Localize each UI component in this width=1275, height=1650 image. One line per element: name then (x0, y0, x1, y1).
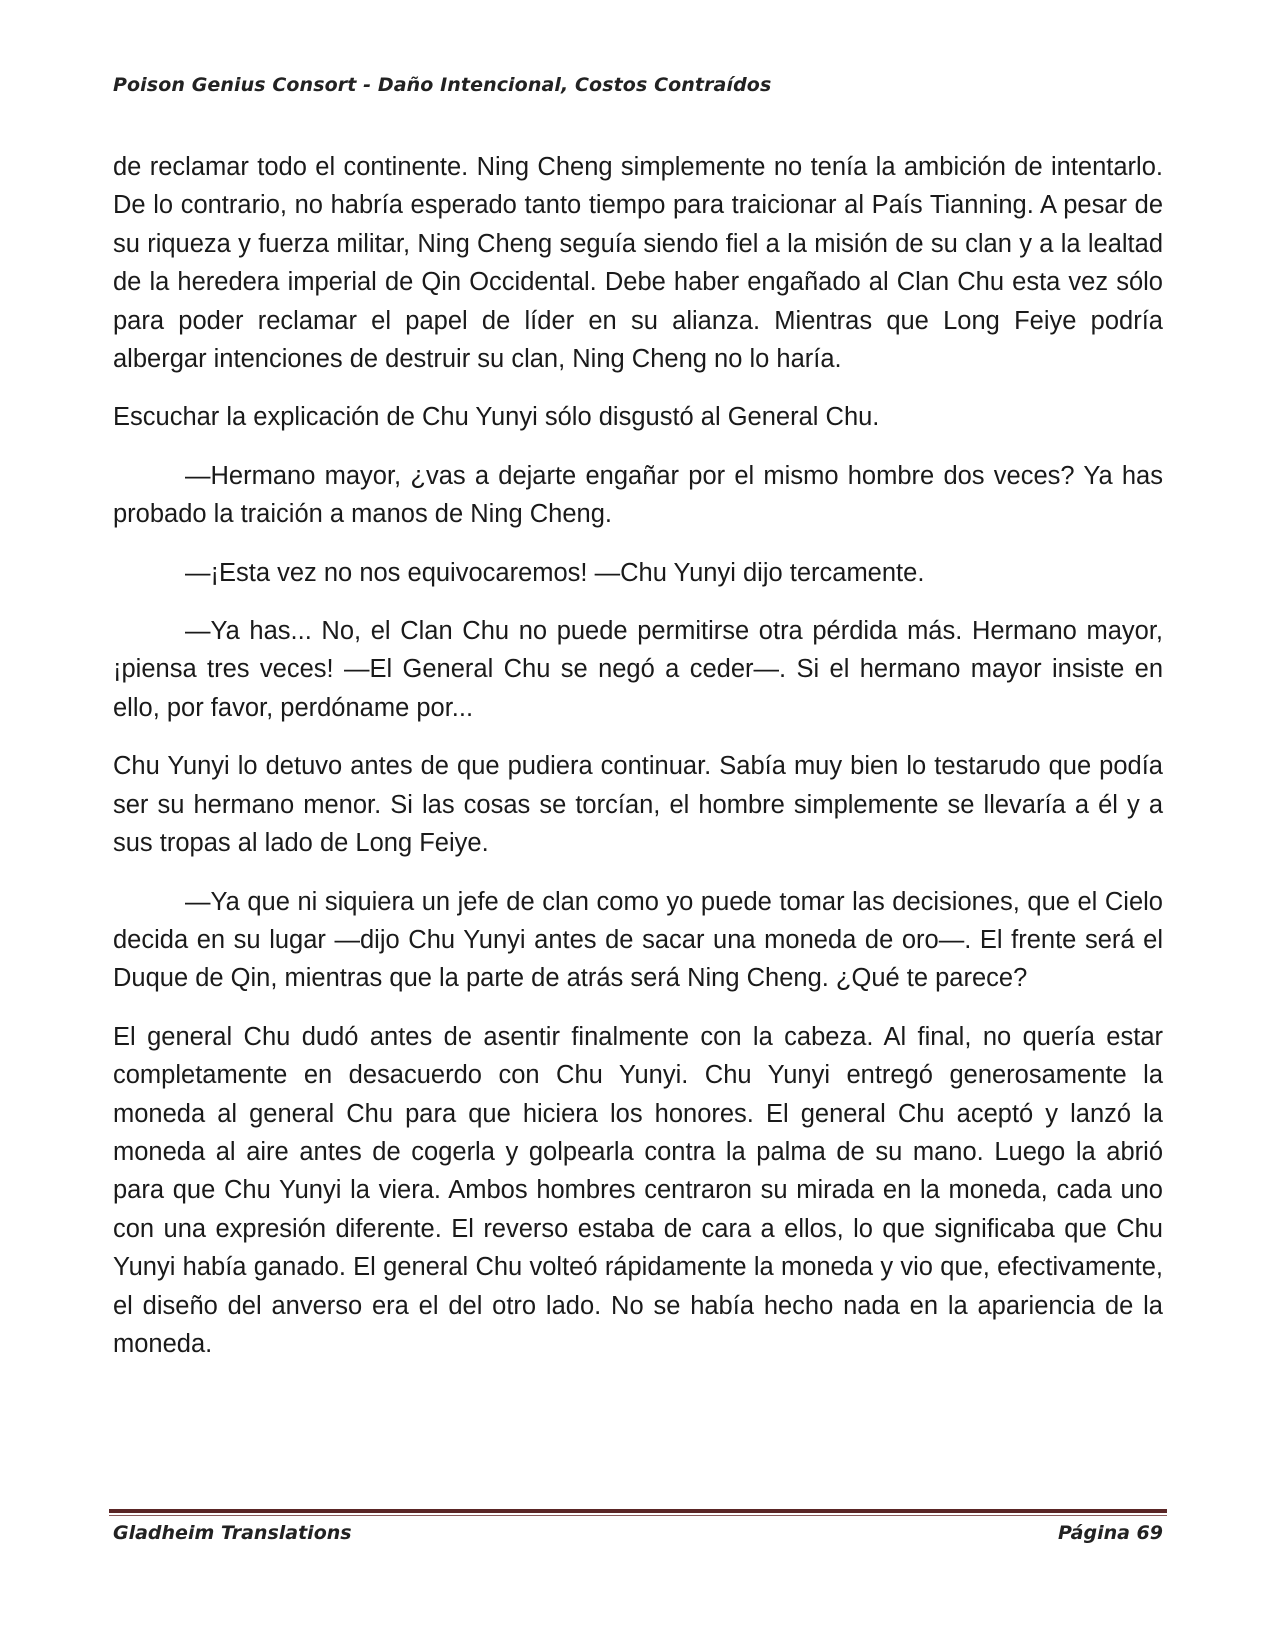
dialogue-paragraph: —Ya has... No, el Clan Chu no puede permitirse otra pérdida más. Hermano mayor, ¡piensa tres veces! —El General Chu se negó a ceder—. Si el hermano mayor insiste en ello, por favor, perdóname por... (113, 617, 1163, 722)
paragraph: Chu Yunyi lo detuvo antes de que pudiera continuar. Sabía muy bien lo testarudo que podía ser su hermano menor. Si las cosas se torcían, el hombre simplemente se llevaría a él y a sus tropas al lado de Long Feiye. (113, 752, 1163, 858)
footer-divider-thin (109, 1515, 1167, 1516)
running-header: Poison Genius Consort - Daño Intencional, Costos Contraídos (113, 74, 772, 96)
paragraph: de reclamar todo el continente. Ning Cheng simplemente no tenía la ambición de intentarlo. De lo contrario, no habría esperado tanto tiempo para traicionar al País Tianning. A pesar de su riqueza y fuerza militar, Ning Cheng seguía siendo fiel a la misión de su clan y a la lealtad de la heredera imperial de Qin Occidental. Debe haber engañado al Clan Chu esta vez sólo para poder reclamar el papel de líder en su alianza. Mientras que Long Feiye podría albergar intenciones de destruir su clan, Ning Cheng no lo haría. (113, 153, 1163, 374)
dialogue-paragraph: —¡Esta vez no nos equivocaremos! —Chu Yunyi dijo tercamente. (185, 558, 925, 587)
paragraph: El general Chu dudó antes de asentir finalmente con la cabeza. Al final, no quería estar completamente en desacuerdo con Chu Yunyi. Chu Yunyi entregó generosamente la moneda al general Chu para que hiciera los honores. El general Chu aceptó y lanzó la moneda al aire antes de cogerla y golpearla contra la palma de su mano. Luego la abrió para que Chu Yunyi la viera. Ambos hombres centraron su mirada en la moneda, cada uno con una expresión diferente. El reverso estaba de cara a ellos, lo que significaba que Chu Yunyi había ganado. El general Chu volteó rápidamente la moneda y vio que, efectivamente, el diseño del anverso era el del otro lado. No se había hecho nada en la apariencia de la moneda. (113, 1022, 1163, 1358)
footer-translator: Gladheim Translations (113, 1522, 352, 1544)
dialogue-paragraph: —Ya que ni siquiera un jefe de clan como yo puede tomar las decisiones, que el Cielo decida en su lugar —dijo Chu Yunyi antes de sacar una moneda de oro—. El frente será el Duque de Qin, mientras que la parte de atrás será Ning Cheng. ¿Qué te parece? (113, 887, 1163, 993)
footer-divider (109, 1509, 1167, 1513)
body-text (113, 148, 1163, 1363)
dialogue-paragraph: —Hermano mayor, ¿vas a dejarte engañar por el mismo hombre dos veces? Ya has probado la traición a manos de Ning Cheng. (113, 461, 1163, 529)
page-number: Página 69 (1057, 1522, 1163, 1544)
paragraph: Escuchar la explicación de Chu Yunyi sólo disgustó al General Chu. (113, 403, 880, 432)
